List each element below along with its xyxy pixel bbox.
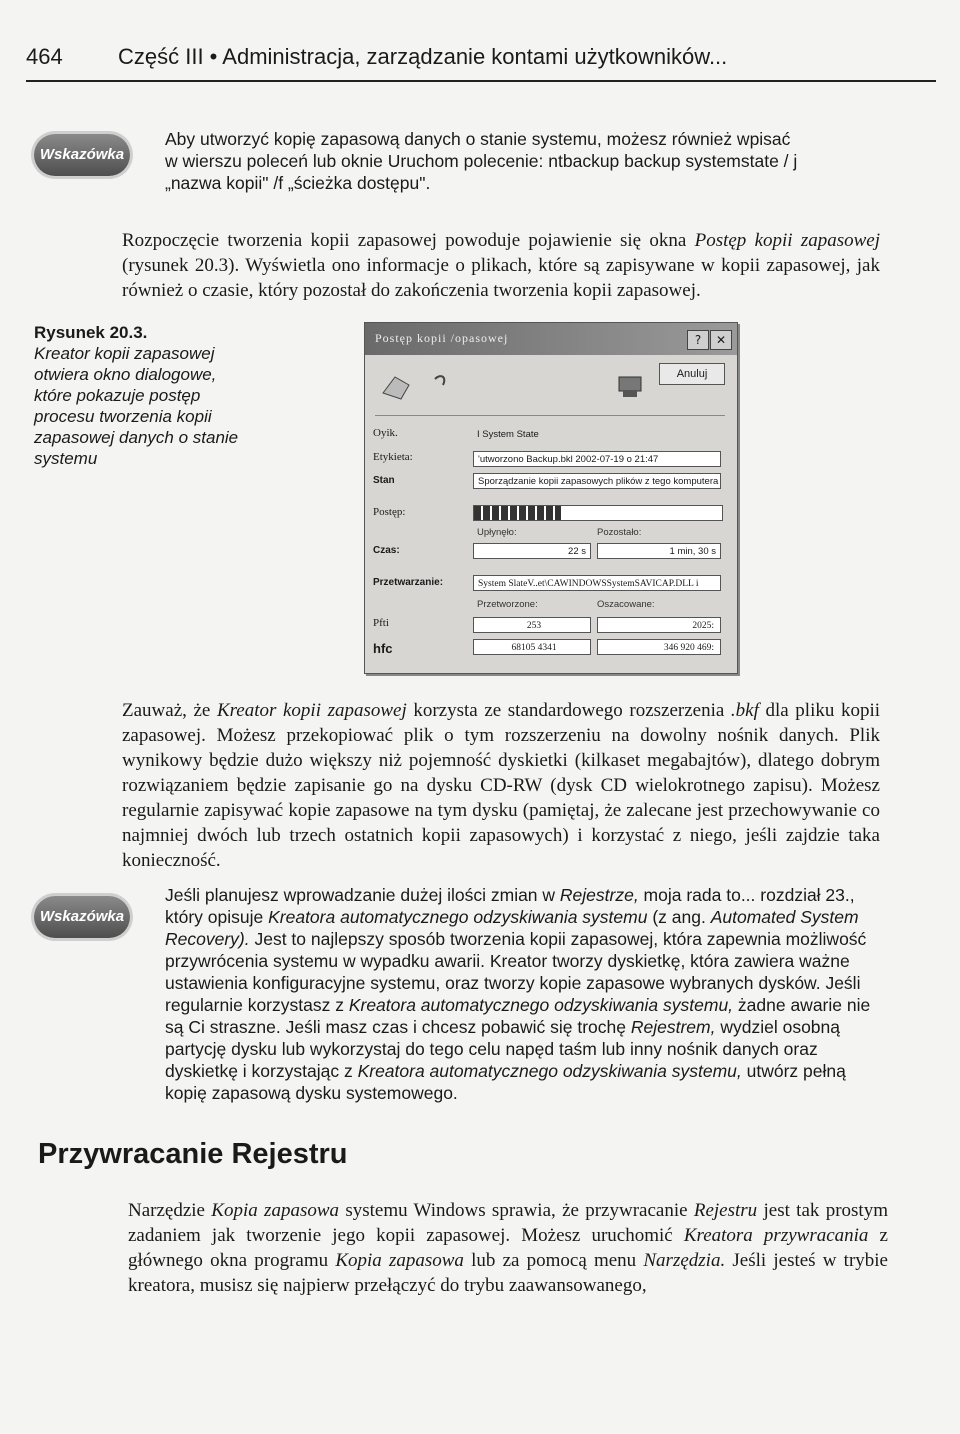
divider <box>375 415 725 416</box>
files-processed: 253 <box>473 617 591 633</box>
drive-label: Oyik. <box>373 427 398 439</box>
remaining-value: 1 min, 30 s <box>597 543 721 559</box>
progress-label: Postęp: <box>373 506 406 518</box>
remaining-header: Pozostało: <box>597 527 642 538</box>
drive-value: I System State <box>477 429 539 440</box>
section-heading: Przywracanie Rejestru <box>38 1138 348 1170</box>
figure-caption <box>34 323 244 469</box>
status-value: Sporządzanie kopii zapasowych plików z tego komputera <box>473 473 721 489</box>
processing-label: Przetwarzanie: <box>373 577 444 588</box>
page-number: 464 <box>26 44 63 69</box>
running-header <box>26 44 936 70</box>
bytes-processed: 68105 4341 <box>473 639 591 655</box>
status-label: Stan <box>373 475 395 486</box>
files-label: Pfti <box>373 617 389 629</box>
tip-text: Jeśli planujesz wprowadzanie dużej ilości zmian w Rejestrze, moja rada to... rozdział 23., który opisuje Kreatora automatycznego odzyskiwania systemu (z ang. Automated System Recovery). Jest to najlepszy sposób tworzenia kopii zapasowej, która zapewnia możliwość przywrócenia systemu w wypadku awarii. Kreator tworzy dyskietkę, która zawiera ważne ustawienia konfiguracyjne systemu, oraz tworzy kopie zapasowe wybranych dysków. Jeśli regularnie korzystasz z Kreatora automatycznego odzyskiwania systemu, żadne awarie nie są Ci straszne. Jeśli masz czas i chcesz pobawić się trochę Rejestrem, wydziel osobną partycję dysku lub wykorzystaj do tego celu napęd taśm lub inny nośnik danych oraz dyskietkę i korzystając z Kreatora automatycznego odzyskiwania systemu, utwórz pełną kopię zapasową dysku systemowego. <box>165 885 871 1103</box>
files-estimated: 2025: <box>597 617 721 633</box>
backup-progress-dialog <box>364 322 738 674</box>
estimated-header: Oszacowane: <box>597 599 655 610</box>
time-label: Czas: <box>373 545 400 556</box>
tip-line: „nazwa kopii" /f „ścieżka dostępu". <box>165 173 431 193</box>
paragraph: Rozpoczęcie tworzenia kopii zapasowej powoduje pojawienie się okna Postęp kopii zapasowej (rysunek 20.3). Wyświetla ono informacje o plikach, które są zapisywane w kopii zapasowej, jak również o czasie, który pozostał do zakończenia tworzenia kopii zapasowej. <box>122 230 880 301</box>
cancel-button[interactable]: Anuluj <box>659 363 725 385</box>
tip-line: Aby utworzyć kopię zapasową danych o stanie systemu, możesz również wpisać <box>165 129 791 149</box>
bytes-label: hfc <box>373 641 393 656</box>
help-icon[interactable]: ? <box>687 330 709 350</box>
folder-to-tape-icon <box>379 363 469 403</box>
tag-label: Etykieta: <box>373 451 413 463</box>
processed-header: Przetworzone: <box>477 599 538 610</box>
tip-badge-icon: Wskazówka <box>34 134 130 176</box>
processing-value: System SlateV..et\CAWINDOWSSystemSAVICAP.DLL i <box>473 575 721 591</box>
elapsed-header: Upłynęło: <box>477 527 517 538</box>
paragraph: Zauważ, że Kreator kopii zapasowej korzysta ze standardowego rozszerzenia .bkf dla pliku kopii zapasowej. Możesz przekopiować plik o tym rozszerzeniu na dowolny nośnik danych. Plik wynikowy będzie dużo większy niż pojemność dyskietki (kilkaset megabajtów), dlatego dobrym rozwiązaniem będzie zapisanie go na dysku CD-RW (dysk CD wielokrotnego zapisu). Możesz regularnie zapisywać kopie zapasowe na tym dysku (pamiętaj, że zalecane jest przechowywanie co najmniej dwóch lub trzech ostatnich kopii zapasowych) i korzystać z niego, jeśli zajdzie taka konieczność. <box>122 700 880 871</box>
dialog-titlebar <box>365 323 737 355</box>
progress-bar-fill <box>474 506 561 520</box>
tip-text <box>165 128 905 194</box>
header-rule <box>26 80 936 82</box>
figure-label: Rysunek 20.3. <box>34 323 148 342</box>
dialog-title: Postęp kopii /opasowej <box>375 331 509 345</box>
running-title: Część III • Administracja, zarządzanie kontami użytkowników... <box>118 44 728 69</box>
elapsed-value: 22 s <box>473 543 591 559</box>
tip-badge-icon: Wskazówka <box>34 896 130 938</box>
tape-drive-icon <box>615 371 647 399</box>
tip-line: w wierszu poleceń lub oknie Uruchom polecenie: ntbackup backup systemstate / j <box>165 151 798 171</box>
bytes-estimated: 346 920 469: <box>597 639 721 655</box>
close-icon[interactable]: ✕ <box>710 330 732 350</box>
tag-value: 'utworzono Backup.bkl 2002-07-19 o 21:47 <box>473 451 721 467</box>
progress-bar <box>473 505 723 521</box>
figure-caption-text: Kreator kopii zapasowej otwiera okno dialogowe, które pokazuje postęp procesu tworzenia kopii zapasowej danych o stanie systemu <box>34 344 239 468</box>
paragraph: Narzędzie Kopia zapasowa systemu Windows sprawia, że przywracanie Rejestru jest tak prostym zadaniem jak tworzenie jego kopii zapasowej. Możesz uruchomić Kreatora przywracania z głównego okna programu Kopia zapasowa lub za pomocą menu Narzędzia. Jeśli jesteś w trybie kreatora, musisz się najpierw przełączyć do trybu zaawansowanego, <box>128 1200 888 1296</box>
